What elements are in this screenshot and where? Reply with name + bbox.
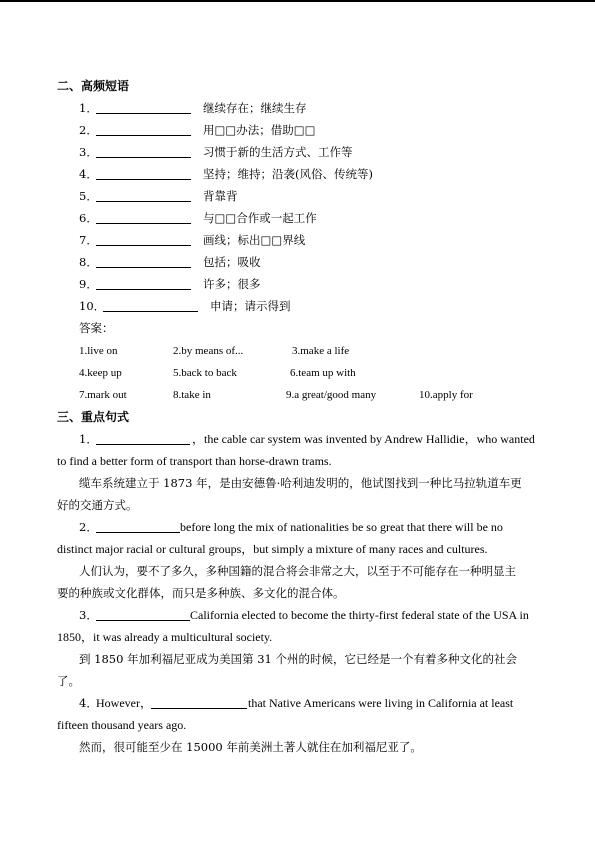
- answer-blank[interactable]: [96, 520, 180, 533]
- item-number: 10．: [79, 299, 106, 313]
- sentence-zh: 人们认为，要不了多久，多种国籍的混合将会非常之大，以至于不可能存在一种明显主: [79, 564, 516, 578]
- answer-item: 6.team up with: [290, 367, 356, 379]
- sentence-en-cont: distinct major racial or cultural groups，but simply a mixture of many races and cultures.: [57, 542, 488, 556]
- item-meaning: 申请；请示得到: [210, 299, 291, 313]
- answer-item: 8.take in: [173, 389, 211, 401]
- answer-blank[interactable]: [96, 211, 191, 224]
- answer-item: 4.keep up: [79, 367, 122, 379]
- item-number: 4．: [79, 167, 98, 181]
- item-number: 1．: [79, 101, 98, 115]
- answer-label: 答案：: [79, 321, 114, 335]
- sentence-en-cont: 1850，it was already a multicultural society.: [57, 630, 273, 644]
- item-meaning: 习惯于新的生活方式、工作等: [203, 145, 353, 159]
- answer-item: 2.by means of...: [173, 345, 244, 357]
- sentence-zh: 缆车系统建立于 1873 年，是由安德鲁·哈利迪发明的，他试图找到一种比马拉轨道车更: [79, 476, 522, 490]
- sentence-zh: 然而，很可能至少在 15000 年前美洲土著人就住在加利福尼亚了。: [79, 740, 422, 754]
- sentence-en-cont: to find a better form of transport than horse-drawn trams.: [57, 454, 332, 468]
- answer-blank[interactable]: [96, 145, 191, 158]
- sentence-number: 2．: [79, 520, 98, 534]
- answer-item: 5.back to back: [173, 367, 237, 379]
- answer-blank[interactable]: [96, 608, 190, 621]
- sentence-en-cont: fifteen thousand years ago.: [57, 718, 187, 732]
- sentence-zh-cont: 了。: [57, 674, 80, 688]
- answer-blank[interactable]: [96, 189, 191, 202]
- answer-blank[interactable]: [96, 432, 190, 445]
- answer-item: 1.live on: [79, 345, 118, 357]
- sentence-en: California elected to become the thirty-first federal state of the USA in: [190, 608, 529, 622]
- item-number: 7．: [79, 233, 98, 247]
- section3-title: 三、重点句式: [57, 410, 130, 424]
- item-number: 2．: [79, 123, 98, 137]
- item-meaning: 背靠背: [203, 189, 238, 203]
- item-number: 5．: [79, 189, 98, 203]
- sentence-zh: 到 1850 年加利福尼亚成为美国第 31 个州的时候，它已经是一个有着多种文化的社会: [79, 652, 518, 666]
- item-number: 3．: [79, 145, 98, 159]
- answer-item: 9.a great/good many: [286, 389, 377, 401]
- answer-item: 10.apply for: [419, 389, 473, 401]
- answer-blank[interactable]: [96, 277, 191, 290]
- sentence-number: 1．: [79, 432, 98, 446]
- item-meaning: 继续存在；继续生存: [203, 101, 307, 115]
- item-meaning: 坚持；维持；沿袭(风俗、传统等): [203, 167, 373, 181]
- sentence-en: that Native Americans were living in California at least: [248, 696, 514, 710]
- sentence-en-prefix: However，: [96, 696, 152, 710]
- item-number: 8．: [79, 255, 98, 269]
- item-meaning: 许多；很多: [203, 277, 261, 291]
- item-number: 6．: [79, 211, 98, 225]
- answer-blank[interactable]: [151, 696, 247, 709]
- answer-blank[interactable]: [96, 123, 191, 136]
- answer-blank[interactable]: [96, 101, 191, 114]
- sentence-zh-cont: 要的种族或文化群体，而只是多种族、多文化的混合体。: [57, 586, 345, 600]
- answer-item: 3.make a life: [292, 345, 350, 357]
- sentence-number: 3．: [79, 608, 98, 622]
- answer-blank[interactable]: [96, 167, 191, 180]
- answer-blank[interactable]: [96, 233, 191, 246]
- sentence-zh-cont: 好的交通方式。: [57, 498, 138, 512]
- item-meaning: 包括；吸收: [203, 255, 261, 269]
- item-meaning: 画线；标出□□界线: [203, 233, 306, 247]
- sentence-number: 4．: [79, 696, 98, 710]
- sentence-en: before long the mix of nationalities be so great that there will be no: [180, 520, 503, 534]
- answer-blank[interactable]: [103, 299, 198, 312]
- item-number: 9．: [79, 277, 98, 291]
- section2-title: 二、高频短语: [57, 79, 130, 93]
- item-meaning: 与□□合作或一起工作: [203, 211, 317, 225]
- sentence-en: ，the cable car system was invented by Andrew Hallidie，who wanted: [192, 432, 535, 446]
- answer-blank[interactable]: [96, 255, 191, 268]
- item-meaning: 用□□办法；借助□□: [203, 123, 316, 137]
- answer-item: 7.mark out: [79, 389, 127, 401]
